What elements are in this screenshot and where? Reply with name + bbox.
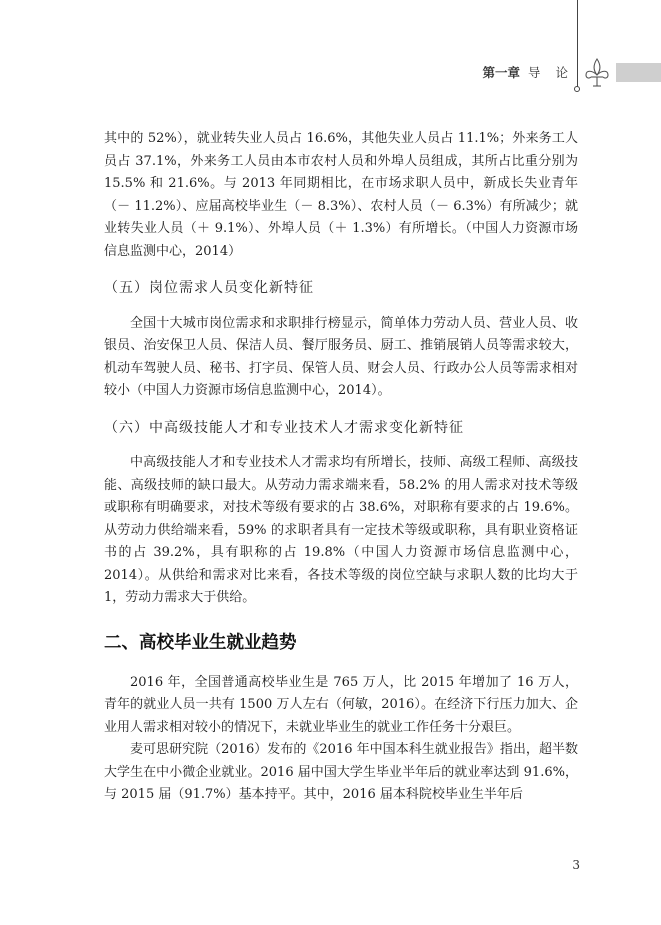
header-tab-bar xyxy=(616,63,661,82)
running-header-topic: 导论 xyxy=(527,65,583,80)
paragraph-job-demand: 全国十大城市岗位需求和求职排行榜显示，简单体力劳动人员、营业人员、收银员、治安保卫人员、保洁人员、餐厅服务员、厨工、推销展销人员等需求较大，机动车驾驶人员、秘书、打字员、保管人员、财会人员、行政办公人员等需求相对较小（中国人力资源市场信息监测中心，2014）。 xyxy=(104,315,578,398)
paragraph-skilled-talent: 中高级技能人才和专业技术人才需求均有所增长，技师、高级工程师、高级技能、高级技师的缺口最大。从劳动力需求端来看，58.2% 的用人需求对技术等级或职称有明确要求，对技术等级有要求的占 38.6%，对职称有要求的占 19.6%。从劳动力供给端来看，59% 的求职者具有一定技术等级或职称，具有职业资格证书的占 39.2%，具有职称的占 19.8%（中国人力资源市场信息监测中心，2014）。从供给和需求对比来看，各技术等级的岗位空缺与求职人数的比均大于 1，劳动力需求大于供给。 xyxy=(104,455,578,605)
section-heading-graduates: 二、高校毕业生就业趋势 xyxy=(104,632,297,653)
paragraph-graduates-2016: 2016 年，全国普通高校毕业生是 765 万人，比 2015 年增加了 16 万人，青年的就业人员一共有 1500 万人左右（何敏，2016）。在经济下行压力加大、企业用人需求相对较小的情况下，未就业毕业生的就业工作任务十分艰巨。 xyxy=(104,674,578,735)
page-number: 3 xyxy=(572,858,580,872)
paragraph-continued: 其中的 52%），就业转失业人员占 16.6%，其他失业人员占 11.1%；外来务工人员占 37.1%，外来务工人员由本市农村人员和外埠人员组成，其所占比重分别为 15.5% 和 21.6%。与 2013 年同期相比，在市场求职人员中，新成长失业青年（－ 11.2%）、应届高校毕业生（－ 8.3%）、农村人员（－ 6.3%）有所减少；就业转失业人员（＋ 9.1%）、外埠人员（＋ 1.3%）有所增长。（中国人力资源市场信息监测中心，2014） xyxy=(104,131,578,259)
running-header-chapter: 第一章 xyxy=(482,65,520,80)
subheading-five: （五）岗位需求人员变化新特征 xyxy=(104,280,314,296)
paragraph-mycos-report: 麦可思研究院（2016）发布的《2016 年中国本科生就业报告》指出，超半数大学生在中小微企业就业。2016 届中国大学生毕业半年后的就业率达到 91.6%，与 2015 届（91.7%）基本持平。其中，2016 届本科院校毕业生半年后 xyxy=(104,742,578,802)
fleur-de-lis-icon xyxy=(583,56,611,90)
running-header xyxy=(440,64,583,82)
subheading-six: （六）中高级技能人才和专业技术人才需求变化新特征 xyxy=(104,419,464,436)
header-rule-dot xyxy=(574,86,580,92)
page-body xyxy=(104,128,578,807)
